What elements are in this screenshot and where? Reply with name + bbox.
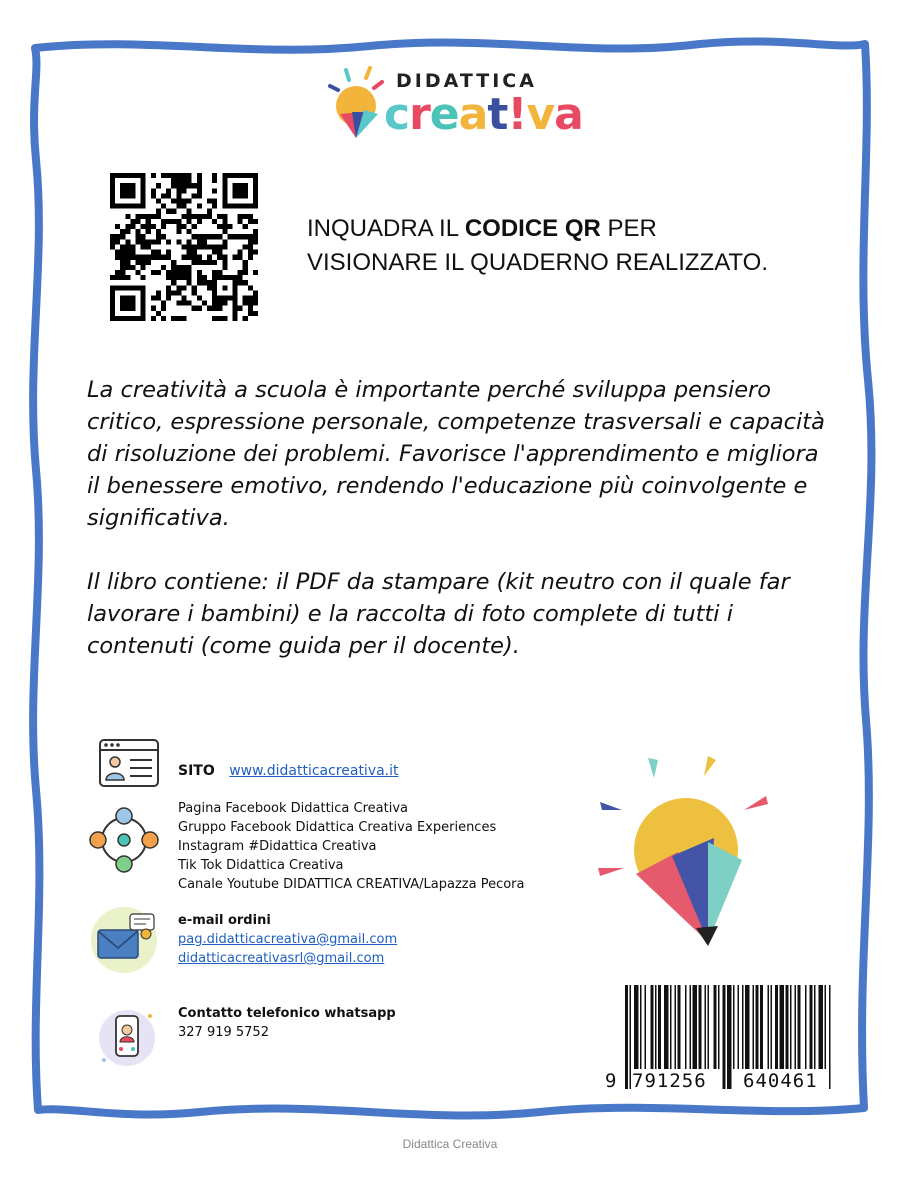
email-label: e-mail ordini [178, 913, 271, 928]
logo-letter: ! [507, 89, 527, 140]
social-facebook-group[interactable]: Gruppo Facebook Didattica Creativa Experiences [178, 820, 497, 835]
website-icon [98, 738, 160, 788]
phone-icon [94, 1004, 160, 1070]
logo-letter: c [384, 89, 410, 140]
phone-label: Contatto telefonico whatsapp [178, 1006, 396, 1021]
logo-letter: v [526, 89, 555, 140]
email-block [178, 911, 397, 968]
qr-instruction-line2: VISIONARE IL QUADERNO REALIZZATO. [307, 249, 768, 276]
qr-code[interactable] [110, 173, 258, 321]
social-network-icon [86, 806, 162, 874]
social-list [178, 799, 525, 894]
email-icon [84, 904, 164, 974]
barcode-first-digit: 9 [605, 1070, 617, 1092]
site-link[interactable]: www.didatticacreativa.it [229, 763, 399, 779]
lightbulb-icon [596, 752, 776, 952]
phone-block [178, 1004, 396, 1042]
social-youtube[interactable]: Canale Youtube DIDATTICA CREATIVA/Lapazza Pecora [178, 877, 525, 892]
logo-letter: a [458, 89, 488, 140]
barcode-group2: 640461 [743, 1070, 818, 1092]
creativity-paragraph: La creatività a scuola è importante perché sviluppa pensiero critico, espressione personale, competenze trasversali e capacità di risoluzione dei problemi. Favorisce l'apprendimento e migliora il benessere emotivo, rendendo l'educazione più coinvolgente e significativa. [87, 377, 825, 531]
phone-number[interactable]: 327 919 5752 [178, 1025, 269, 1040]
logo-letter: a [554, 89, 583, 140]
qr-line1-post: PER [600, 215, 657, 242]
brand-logo [322, 62, 583, 147]
email-link-1[interactable]: pag.didatticacreativa@gmail.com [178, 932, 398, 947]
logo-top-text: DIDATTICA [396, 70, 537, 92]
logo-letter: e [429, 89, 459, 140]
barcode-group1: 791256 [632, 1070, 707, 1092]
logo-letter: r [409, 89, 430, 140]
email-link-2[interactable]: didatticacreativasrl@gmail.com [178, 951, 385, 966]
social-tiktok[interactable]: Tik Tok Didattica Creativa [178, 858, 344, 873]
book-contents-paragraph: Il libro contiene: il PDF da stampare (kit neutro con il quale far lavorare i bambini) e la raccolta di foto complete di tutti i contenuti (come guida per il docente). [87, 569, 790, 659]
qr-line1-bold: CODICE QR [464, 215, 601, 242]
logo-letter: t [487, 89, 508, 140]
site-row [178, 762, 399, 781]
qr-instruction-line1 [307, 212, 768, 246]
barcode-digits [603, 1070, 835, 1096]
site-label: SITO [178, 763, 215, 779]
logo-main-text [384, 90, 583, 140]
social-instagram[interactable]: Instagram #Didattica Creativa [178, 839, 377, 854]
qr-instruction [307, 212, 768, 280]
social-facebook-page[interactable]: Pagina Facebook Didattica Creativa [178, 801, 409, 816]
footer: Didattica Creativa [402, 1137, 498, 1151]
qr-line1-pre: INQUADRA IL [307, 215, 465, 242]
